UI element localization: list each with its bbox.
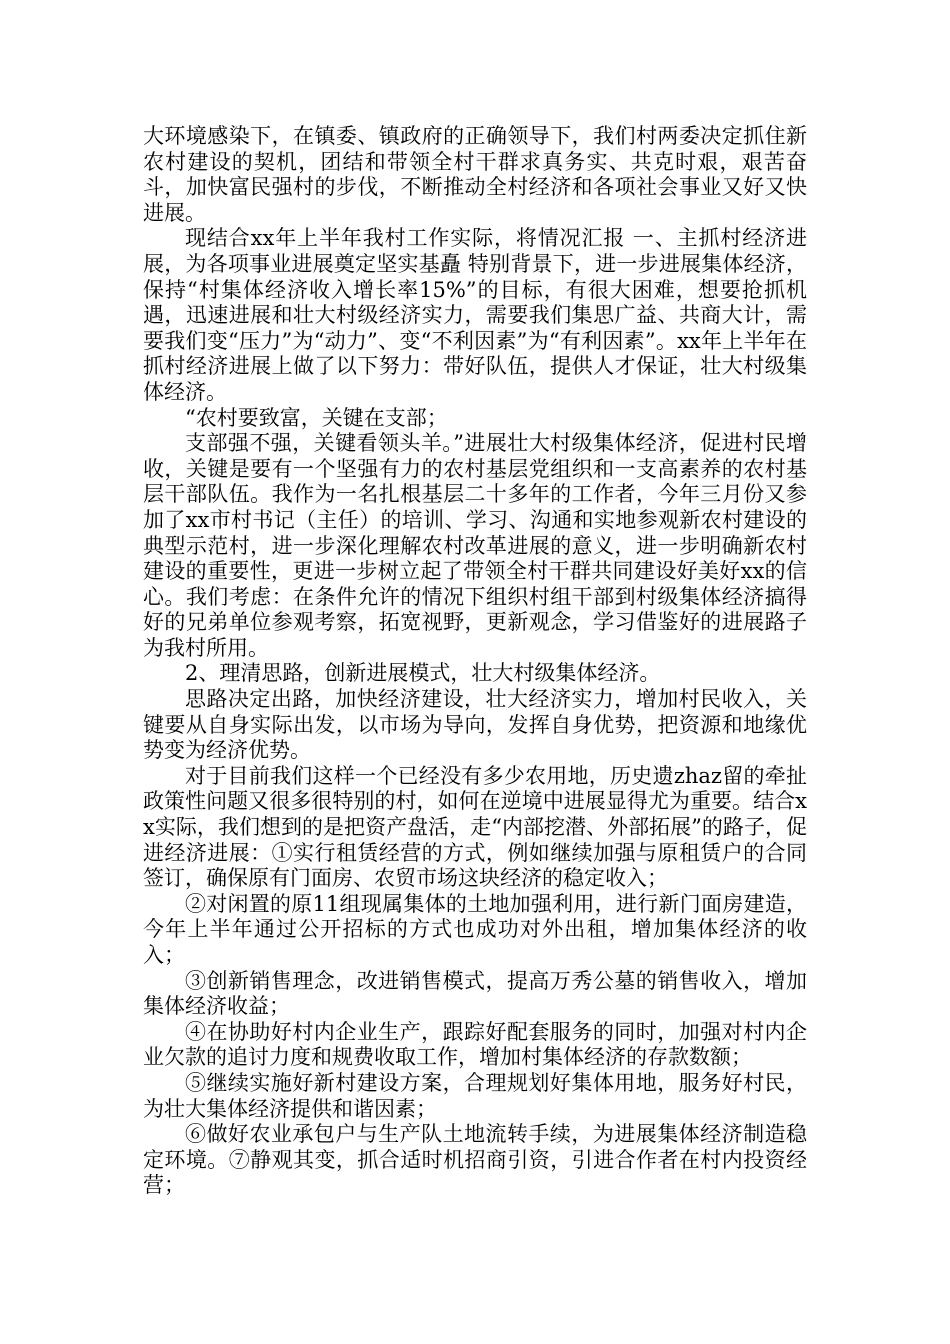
paragraph-quote-start: “农村要致富，关键在支部； [185, 405, 448, 430]
list-item-2: ②对闲置的原11组现属集体的土地加强利用，进行新门面房建造，今年上半年通过公开招标的方式也成功对外出租，增加集体经济的收入； [143, 891, 807, 967]
paragraph-intro: 大环境感染下，在镇委、镇政府的正确领导下，我们村两委决定抓住新农村建设的契机，团结和带领全村干群求真务实、共克时艰，艰苦奋斗，加快富民强村的步伐，不断推动全村经济和各项社会事业又好又快进展。 [143, 124, 807, 225]
list-item-3: ③创新销售理念，改进销售模式，提高万秀公墓的销售收入，增加集体经济收益； [143, 968, 807, 1019]
list-item-4: ④在协助好村内企业生产，跟踪好配套服务的同时，加强对村内企业欠款的追讨力度和规费收取工作，增加村集体经济的存款数额； [143, 1019, 807, 1070]
paragraph-report: 现结合xx年上半年我村工作实际，将情况汇报 一、主抓村经济进展，为各项事业进展奠定坚实基矗 特别背景下，进一步进展集体经济，保持“村集体经济收入增长率15%”的目标，有很大困难，想要抢抓机遇，迅速进展和壮大村级经济实力，需要我们集思广益、共商大计，需要我们变“压力”为“动力”、变“不利因素”为“有利因素”。xx年上半年在抓村经济进展上做了以下努力：带好队伍，提供人才保证，壮大村级集体经济。 [143, 226, 807, 404]
section-heading-2: 2、理清思路，创新进展模式，壮大村级集体经济。 [185, 661, 661, 686]
document-page [143, 124, 807, 1199]
paragraph-quote-end: 支部强不强，关键看领头羊。”进展壮大村级集体经济，促进村民增收，关键是要有一个坚强有力的农村基层党组织和一支高素养的农村基层干部队伍。我作为一名扎根基层二十多年的工作者，今年三月份又参加了xx市村书记（主任）的培训、学习、沟通和实地参观新农村建设的典型示范村，进一步深化理解农村改革进展的意义，进一步明确新农村建设的重要性，更进一步树立起了带领全村干群共同建设好美好xx的信心。我们考虑：在条件允许的情况下组织村组干部到村级集体经济搞得好的兄弟单位参观考察，拓宽视野，更新观念，学习借鉴好的进展路子为我村所用。 [143, 431, 807, 660]
list-item-6-7: ⑥做好农业承包户与生产队土地流转手续，为进展集体经济制造稳定环境。⑦静观其变，抓合适时机招商引资，引进合作者在村内投资经营； [143, 1122, 807, 1198]
paragraph-strategy: 对于目前我们这样一个已经没有多少农用地，历史遗zhaz留的牵扯政策性问题又很多很特别的村，如何在逆境中进展显得尤为重要。结合xx实际，我们想到的是把资产盘活，走“内部挖潜、外部拓展”的路子，促进经济进展：①实行租赁经营的方式，例如继续加强与原租赁户的合同签订，确保原有门面房、农贸市场这块经济的稳定收入； [143, 763, 807, 891]
paragraph-thinking: 思路决定出路，加快经济建设，壮大经济实力，增加村民收入，关键要从自身实际出发，以市场为导向，发挥自身优势，把资源和地缘优势变为经济优势。 [143, 687, 807, 763]
list-item-5: ⑤继续实施好新村建设方案，合理规划好集体用地，服务好村民，为壮大集体经济提供和谐因素； [143, 1070, 807, 1121]
